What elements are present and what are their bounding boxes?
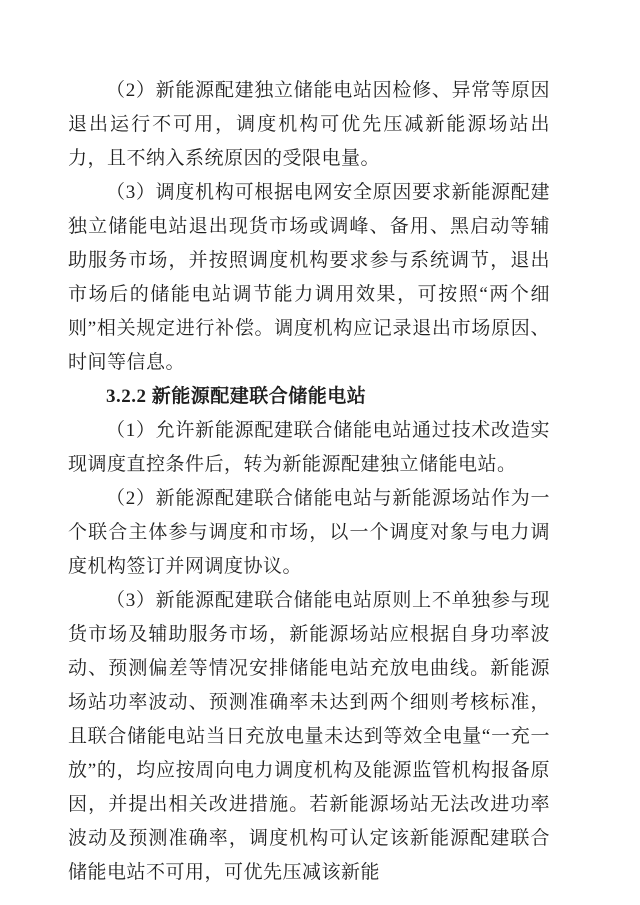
paragraph-joint-storage-item2: （2）新能源配建联合储能电站与新能源场站作为一个联合主体参与调度和市场，以一个调度对象与电力调度机构签订并网调度协议。 [68, 488, 550, 577]
paragraph-independent-storage-item3: （3）调度机构可根据电网安全原因要求新能源配建独立储能电站退出现货市场或调峰、备用、黑启动等辅助服务市场，并按照调度机构要求参与系统调节，退出市场后的储能电站调节能力调用效果，可按照“两个细则”相关规定进行补偿。调度机构应记录退出市场原因、时间等信息。 [68, 182, 550, 373]
paragraph-joint-storage-item3: （3）新能源配建联合储能电站原则上不单独参与现货市场及辅助服务市场，新能源场站应根据自身功率波动、预测偏差等情况安排储能电站充放电曲线。新能源场站功率波动、预测准确率未达到两个细则考核标准，且联合储能电站当日充放电量未达到等效全电量“一充一放”的，均应按周向电力调度机构及能源监管机构报备原因，并提出相关改进措施。若新能源场站无法改进功率波动及预测准确率，调度机构可认定该新能源配建联合储能电站不可用，可优先压减该新能 [68, 590, 550, 883]
section-heading-3-2-2: 3.2.2 新能源配建联合储能电站 [106, 386, 367, 407]
paragraph-joint-storage-item1: （1）允许新能源配建联合储能电站通过技术改造实现调度直控条件后，转为新能源配建独立储能电站。 [68, 420, 550, 475]
document-content [68, 74, 550, 890]
paragraph-independent-storage-item2: （2）新能源配建独立储能电站因检修、异常等原因退出运行不可用，调度机构可优先压减新能源场站出力，且不纳入系统原因的受限电量。 [68, 80, 550, 169]
